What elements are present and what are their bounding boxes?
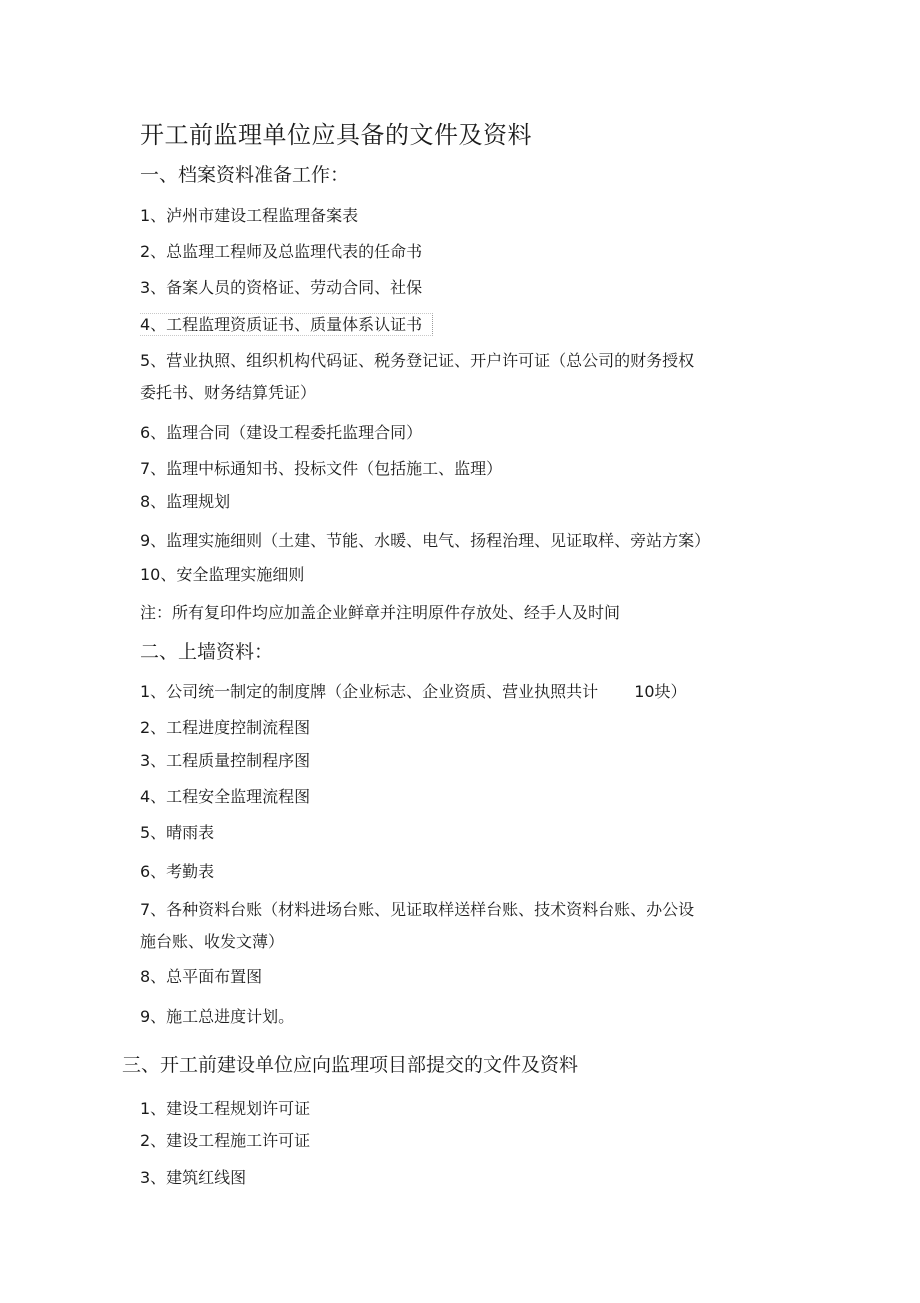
section-1-item-7: 7、监理中标通知书、投标文件（包括施工、监理） — [140, 459, 503, 478]
section-2-item-7: 7、各种资料台账（材料进场台账、见证取样送样台账、技术资料台账、办公设 — [140, 900, 695, 919]
section-1-item-10: 10、安全监理实施细则 — [140, 565, 305, 584]
section-2-item-1 — [140, 682, 687, 702]
section-3-item-3: 3、建筑红线图 — [140, 1168, 247, 1187]
section-1-item-8: 8、监理规划 — [140, 492, 231, 511]
section-1-item-5: 5、营业执照、组织机构代码证、税务登记证、开户许可证（总公司的财务授权 — [140, 351, 695, 370]
section-1-item-6: 6、监理合同（建设工程委托监理合同） — [140, 423, 423, 442]
page-title: 开工前监理单位应具备的文件及资料 — [140, 121, 532, 149]
section-2-item-8: 8、总平面布置图 — [140, 967, 263, 986]
section-2-item-4: 4、工程安全监理流程图 — [140, 787, 311, 806]
section-1-item-1: 1、泸州市建设工程监理备案表 — [140, 206, 359, 225]
section-2-item-9: 9、施工总进度计划。 — [140, 1007, 295, 1026]
section-2-heading: 二、上墙资料： — [140, 641, 274, 663]
section-3-heading: 三、开工前建设单位应向监理项目部提交的文件及资料 — [122, 1054, 579, 1076]
section-1-item-2: 2、总监理工程师及总监理代表的任命书 — [140, 242, 423, 261]
section-1-item-3: 3、备案人员的资格证、劳动合同、社保 — [140, 278, 423, 297]
section-1-item-9: 9、监理实施细则（土建、节能、水暖、电气、扬程治理、见证取样、旁站方案） — [140, 531, 711, 550]
section-2-item-3: 3、工程质量控制程序图 — [140, 751, 311, 770]
section-3-item-1: 1、建设工程规划许可证 — [140, 1099, 311, 1118]
section-2-item-6: 6、考勤表 — [140, 862, 215, 881]
section-2-item-1-count: 10块） — [634, 682, 687, 701]
section-2-item-2: 2、工程进度控制流程图 — [140, 718, 311, 737]
section-1-item-4 — [140, 315, 433, 335]
section-3-item-2: 2、建设工程施工许可证 — [140, 1131, 311, 1150]
section-1-note: 注：所有复印件均应加盖企业鲜章并注明原件存放处、经手人及时间 — [140, 603, 621, 622]
section-1-heading: 一、档案资料准备工作： — [140, 164, 350, 186]
section-1-item-4-text: 4、工程监理资质证书、质量体系认证书 — [140, 313, 433, 336]
section-2-item-1-text: 1、公司统一制定的制度牌（企业标志、企业资质、营业执照共计 — [140, 682, 599, 701]
section-1-item-5-continued: 委托书、财务结算凭证） — [140, 383, 317, 402]
section-2-item-7-continued: 施台账、收发文薄） — [140, 932, 285, 951]
section-2-item-5: 5、晴雨表 — [140, 823, 215, 842]
